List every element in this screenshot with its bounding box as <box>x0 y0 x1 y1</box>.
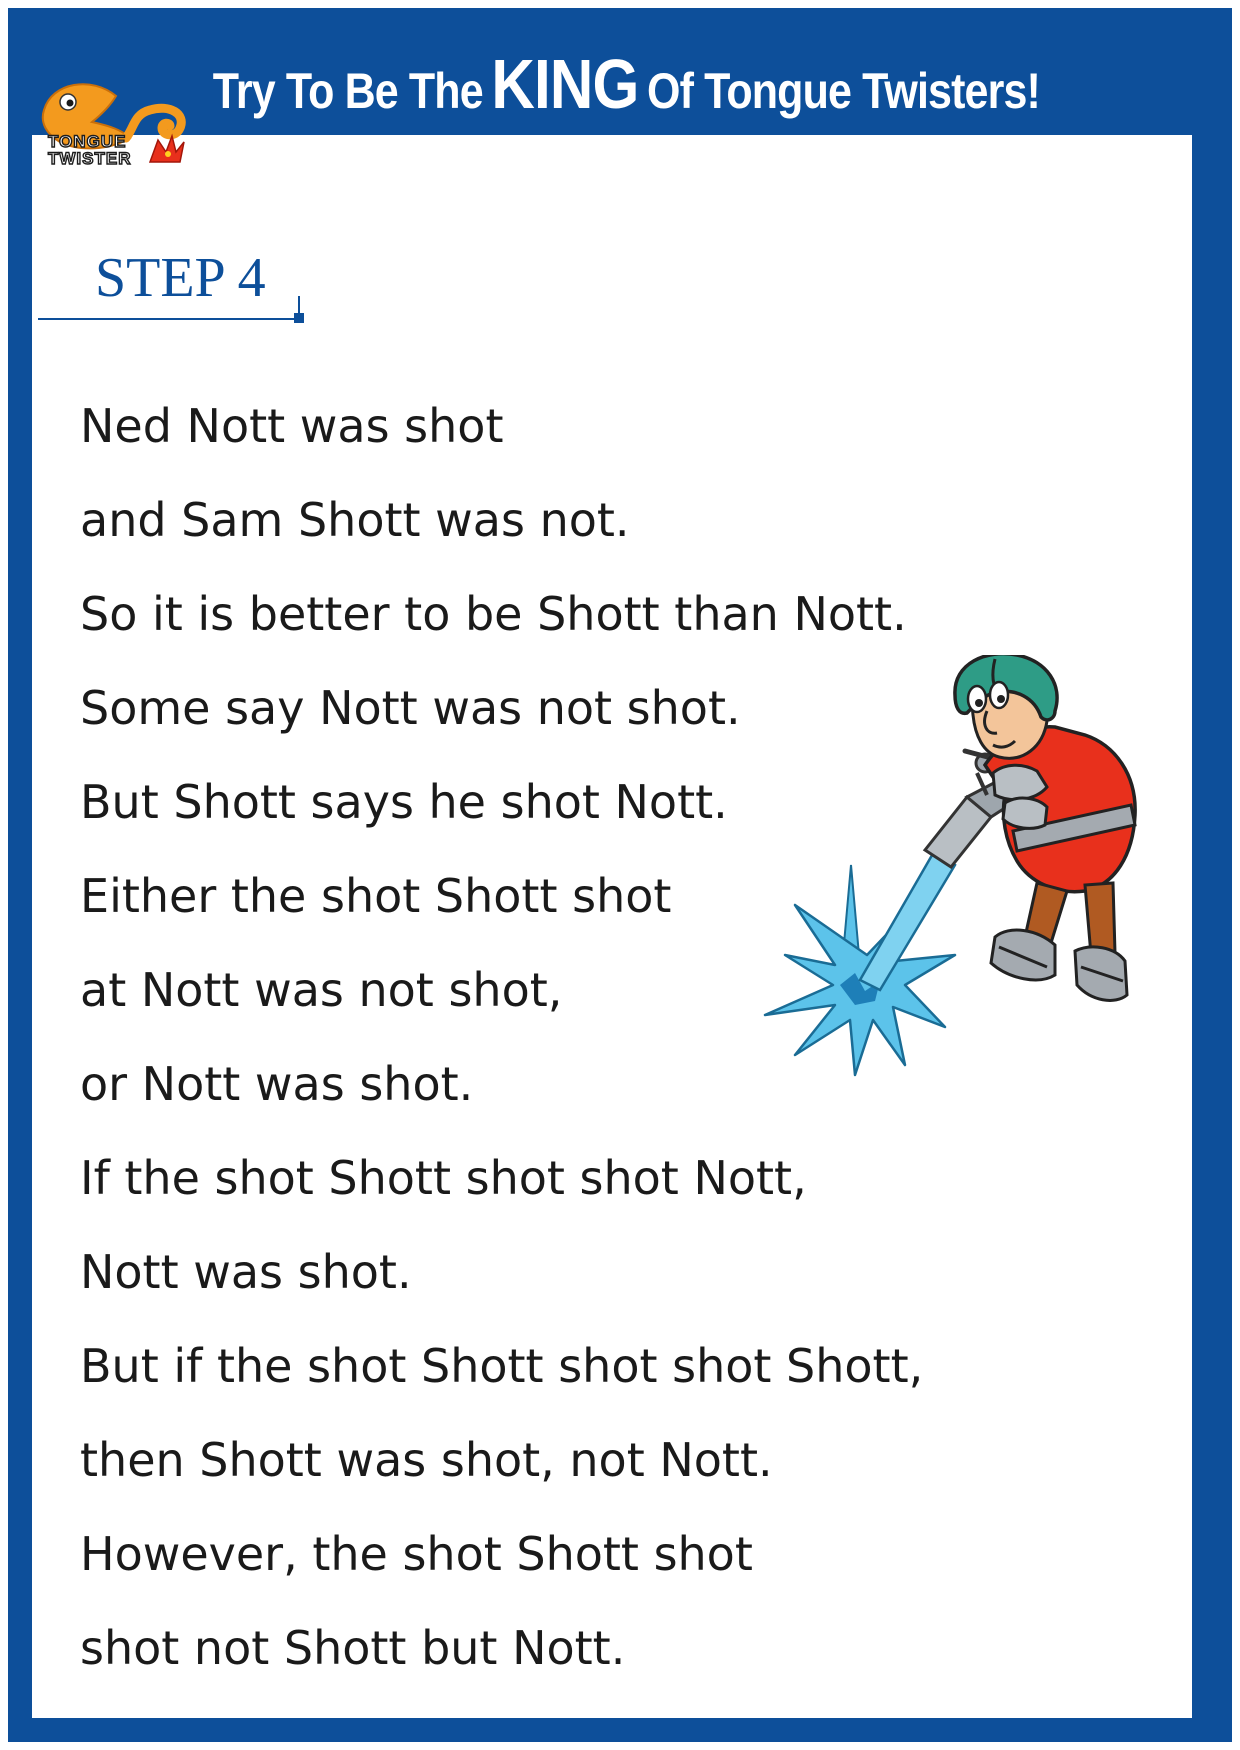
poem-line: So it is better to be Shott than Nott. <box>80 587 907 641</box>
poem-line: Some say Nott was not shot. <box>80 681 741 735</box>
fireman-with-hose-icon <box>755 655 1165 1135</box>
logo-text <box>48 133 132 167</box>
banner-title-post: Of Tongue Twisters! <box>647 63 1040 119</box>
poem-line: But if the shot Shott shot shot Shott, <box>80 1339 924 1393</box>
poem-line: Either the shot Shott shot <box>80 869 672 923</box>
poem-line: But Shott says he shot Nott. <box>80 775 728 829</box>
poem-line: then Shott was shot, not Nott. <box>80 1433 773 1487</box>
logo-text-line1: TONGUE <box>48 132 127 151</box>
poem-line: However, the shot Shott shot <box>80 1527 753 1581</box>
poem-line: and Sam Shott was not. <box>80 493 630 547</box>
poem-line: shot not Shott but Nott. <box>80 1621 626 1675</box>
poem-line: Ned Nott was shot <box>80 399 504 453</box>
poem-line: If the shot Shott shot shot Nott, <box>80 1151 807 1205</box>
step-underline <box>38 318 300 320</box>
poem-line: or Nott was shot. <box>80 1057 474 1111</box>
step-title: STEP 4 <box>95 247 266 309</box>
logo-text-line2: TWISTER <box>48 149 132 168</box>
banner-title-king: KING <box>491 45 639 123</box>
poem-line: Nott was shot. <box>80 1245 412 1299</box>
banner-title <box>205 44 1048 123</box>
poem-line: at Nott was not shot, <box>80 963 563 1017</box>
step-underline-marker <box>294 313 304 323</box>
banner-title-pre: Try To Be The <box>212 63 483 119</box>
